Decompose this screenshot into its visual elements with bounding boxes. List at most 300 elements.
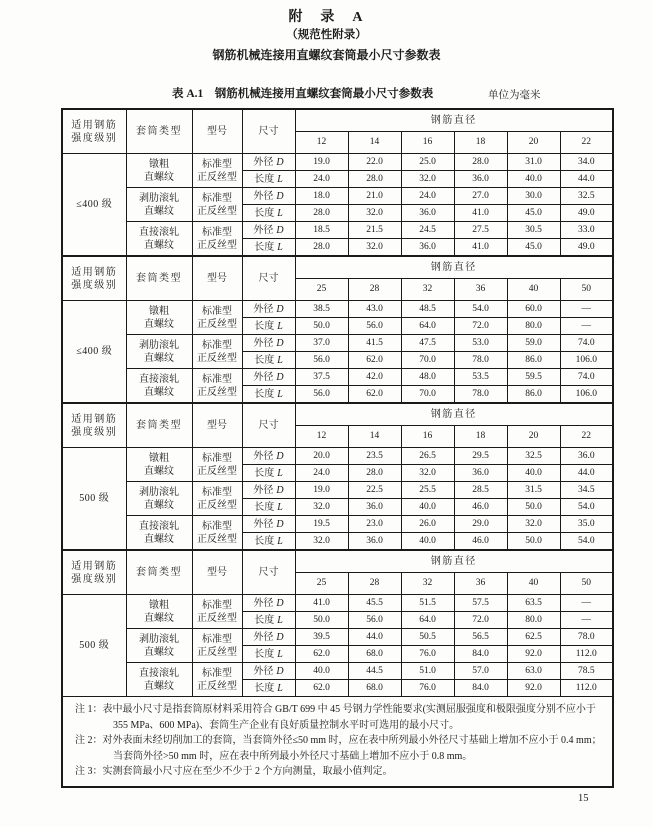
model-cell	[192, 629, 242, 663]
outer-diameter-label	[242, 516, 295, 533]
diameter-cell: 22	[560, 426, 613, 448]
value-cell: 76.0	[401, 680, 454, 697]
outer-diameter-label	[242, 154, 295, 171]
rebar-diameter-header-cell: 钢筋直径	[295, 256, 613, 279]
value-cell: 45.0	[507, 239, 560, 257]
value-cell: 78.0	[454, 386, 507, 404]
value-cell: 18.5	[295, 222, 348, 239]
outer-diameter-label-text: 外径	[253, 597, 274, 609]
sleeve-type-cell-line: 直接滚轧	[139, 226, 179, 238]
diameter-cell: 40	[507, 573, 560, 595]
length-label-symbol: L	[277, 173, 283, 185]
diameter-cell: 16	[401, 132, 454, 154]
value-cell: 35.0	[560, 516, 613, 533]
value-cell: 54.0	[560, 533, 613, 551]
grade-cell: 500 级	[62, 595, 126, 697]
outer-diameter-label-text: 外径	[253, 631, 274, 643]
value-cell: 74.0	[560, 335, 613, 352]
value-cell: 56.0	[295, 386, 348, 404]
diameter-cell: 50	[560, 573, 613, 595]
value-cell: 46.0	[454, 499, 507, 516]
length-label-text: 长度	[254, 614, 275, 626]
value-cell: 34.5	[560, 482, 613, 499]
outer-diameter-label	[242, 448, 295, 465]
length-label	[242, 499, 295, 516]
value-cell: 56.0	[348, 318, 401, 335]
sleeve-type-cell	[126, 369, 192, 404]
value-cell: 24.0	[401, 188, 454, 205]
value-cell: 32.0	[401, 171, 454, 188]
table-row	[62, 188, 613, 205]
grade-header-cell-line: 强度级别	[71, 279, 118, 291]
value-cell: 64.0	[401, 318, 454, 335]
rebar-diameter-header-cell: 钢筋直径	[295, 550, 613, 573]
diameter-cell: 20	[507, 426, 560, 448]
value-cell: 36.0	[401, 205, 454, 222]
model-cell-line: 标准型	[202, 192, 232, 204]
value-cell: 51.5	[401, 595, 454, 612]
value-cell: 106.0	[560, 386, 613, 404]
value-cell: 22.0	[348, 154, 401, 171]
value-cell: 45.0	[507, 205, 560, 222]
sleeve-type-header-cell: 套筒类型	[126, 550, 192, 595]
sleeve-type-cell-line: 剥肋滚轧	[139, 339, 179, 351]
value-cell: 36.0	[348, 533, 401, 551]
value-cell: 37.0	[295, 335, 348, 352]
model-cell-line: 正反丝型	[197, 646, 237, 658]
model-cell	[192, 595, 242, 629]
value-cell: 21.0	[348, 188, 401, 205]
model-cell-line: 标准型	[202, 452, 232, 464]
model-cell-line: 正反丝型	[197, 612, 237, 624]
value-cell: 25.0	[401, 154, 454, 171]
value-cell: 56.0	[295, 352, 348, 369]
value-cell: 50.0	[507, 533, 560, 551]
value-cell: 60.0	[507, 301, 560, 318]
diameter-cell: 12	[295, 132, 348, 154]
value-cell: 63.5	[507, 595, 560, 612]
value-cell: 62.0	[295, 646, 348, 663]
sleeve-type-cell-line: 直螺纹	[144, 352, 174, 364]
grade-header-cell	[62, 256, 126, 301]
length-label-symbol: L	[277, 388, 283, 400]
diameter-cell: 36	[454, 573, 507, 595]
sleeve-type-header-cell: 套筒类型	[126, 403, 192, 448]
grade-header-cell-line: 适用钢筋	[71, 119, 118, 131]
diameter-cell: 18	[454, 132, 507, 154]
value-cell: 54.0	[560, 499, 613, 516]
sleeve-type-cell-line: 镦粗	[149, 305, 169, 317]
length-label-symbol: L	[277, 320, 283, 332]
model-cell	[192, 516, 242, 551]
diameter-cell: 25	[295, 279, 348, 301]
length-label-symbol: L	[277, 207, 283, 219]
table-row	[62, 663, 613, 680]
grade-header-cell	[62, 550, 126, 595]
value-cell: 20.0	[295, 448, 348, 465]
model-cell-line: 标准型	[202, 305, 232, 317]
section-header-row	[62, 403, 613, 426]
value-cell: 62.0	[295, 680, 348, 697]
length-label-text: 长度	[254, 241, 275, 253]
sleeve-type-cell-line: 直螺纹	[144, 318, 174, 330]
sleeve-type-cell-line: 直接滚轧	[139, 373, 179, 385]
value-cell: 36.0	[454, 171, 507, 188]
model-cell	[192, 154, 242, 188]
value-cell: 92.0	[507, 680, 560, 697]
grade-cell: ≤400 级	[62, 154, 126, 257]
outer-diameter-label-text: 外径	[253, 665, 274, 677]
outer-diameter-label-text: 外径	[253, 156, 274, 168]
model-cell-line: 正反丝型	[197, 171, 237, 183]
value-cell: 84.0	[454, 646, 507, 663]
value-cell: 28.0	[295, 205, 348, 222]
value-cell: 27.0	[454, 188, 507, 205]
outer-diameter-label-symbol: D	[276, 190, 284, 202]
notes-cell	[62, 697, 613, 787]
sleeve-type-cell	[126, 516, 192, 551]
length-label-symbol: L	[277, 467, 283, 479]
length-label	[242, 205, 295, 222]
value-cell: 62.5	[507, 629, 560, 646]
model-cell-line: 标准型	[202, 599, 232, 611]
value-cell: 50.0	[295, 612, 348, 629]
length-label-symbol: L	[277, 241, 283, 253]
diameter-cell: 12	[295, 426, 348, 448]
sleeve-type-header-cell: 套筒类型	[126, 109, 192, 154]
outer-diameter-label	[242, 629, 295, 646]
value-cell: 39.5	[295, 629, 348, 646]
sleeve-type-cell-line: 直螺纹	[144, 499, 174, 511]
sleeve-type-cell-line: 直螺纹	[144, 386, 174, 398]
table-row	[62, 629, 613, 646]
value-cell: 47.5	[401, 335, 454, 352]
outer-diameter-label-text: 外径	[253, 190, 274, 202]
sleeve-type-cell	[126, 482, 192, 516]
section-header-row	[62, 550, 613, 573]
value-cell: 78.5	[560, 663, 613, 680]
outer-diameter-label-text: 外径	[253, 518, 274, 530]
diameter-cell: 28	[348, 573, 401, 595]
sleeve-type-cell	[126, 595, 192, 629]
model-cell	[192, 222, 242, 257]
value-cell: 112.0	[560, 680, 613, 697]
value-cell: 78.0	[454, 352, 507, 369]
value-cell: 63.0	[507, 663, 560, 680]
length-label-symbol: L	[277, 501, 283, 513]
value-cell: 28.5	[454, 482, 507, 499]
value-cell: 59.0	[507, 335, 560, 352]
value-cell: 34.0	[560, 154, 613, 171]
model-cell-line: 正反丝型	[197, 533, 237, 545]
length-label	[242, 680, 295, 697]
value-cell: 64.0	[401, 612, 454, 629]
value-cell: 53.0	[454, 335, 507, 352]
size-header-cell: 尺寸	[242, 403, 295, 448]
outer-diameter-label-symbol: D	[276, 665, 284, 677]
length-label-text: 长度	[254, 320, 275, 332]
sleeve-type-cell-line: 直螺纹	[144, 205, 174, 217]
value-cell: 80.0	[507, 612, 560, 629]
outer-diameter-label-symbol: D	[276, 631, 284, 643]
model-cell-line: 正反丝型	[197, 386, 237, 398]
sleeve-type-cell	[126, 301, 192, 335]
model-cell	[192, 663, 242, 697]
diameter-cell: 40	[507, 279, 560, 301]
sleeve-type-cell	[126, 335, 192, 369]
model-cell	[192, 335, 242, 369]
sleeve-type-cell-line: 镦粗	[149, 452, 169, 464]
diameter-cell: 14	[348, 426, 401, 448]
sleeve-type-cell-line: 直螺纹	[144, 465, 174, 477]
value-cell: 51.0	[401, 663, 454, 680]
outer-diameter-label-symbol: D	[276, 303, 284, 315]
value-cell: 24.0	[295, 465, 348, 482]
value-cell: 29.0	[454, 516, 507, 533]
value-cell: 78.0	[560, 629, 613, 646]
value-cell: 56.0	[348, 612, 401, 629]
value-cell: 70.0	[401, 352, 454, 369]
length-label	[242, 318, 295, 335]
length-label	[242, 612, 295, 629]
section-header-row	[62, 109, 613, 132]
model-cell-line: 标准型	[202, 667, 232, 679]
note-3: 注 3：实测套筒最小尺寸应在至少不少于 2 个方向测量，取最小值判定。	[75, 766, 393, 777]
grade-header-cell-line: 适用钢筋	[71, 560, 118, 572]
value-cell: 49.0	[560, 205, 613, 222]
sleeve-type-cell-line: 直螺纹	[144, 646, 174, 658]
outer-diameter-label-text: 外径	[253, 484, 274, 496]
sleeve-type-cell	[126, 663, 192, 697]
length-label-text: 长度	[254, 501, 275, 513]
value-cell: 32.0	[348, 239, 401, 257]
outer-diameter-label	[242, 301, 295, 318]
value-cell: 31.0	[507, 154, 560, 171]
value-cell: 27.5	[454, 222, 507, 239]
value-cell: —	[560, 612, 613, 629]
outer-diameter-label	[242, 663, 295, 680]
outer-diameter-label-text: 外径	[253, 303, 274, 315]
value-cell: 29.5	[454, 448, 507, 465]
value-cell: 44.0	[560, 465, 613, 482]
table-row	[62, 448, 613, 465]
value-cell: 86.0	[507, 386, 560, 404]
value-cell: 30.5	[507, 222, 560, 239]
outer-diameter-label	[242, 369, 295, 386]
outer-diameter-label	[242, 222, 295, 239]
value-cell: 112.0	[560, 646, 613, 663]
outer-diameter-label-symbol: D	[276, 484, 284, 496]
model-cell-line: 标准型	[202, 158, 232, 170]
page-number: 15	[578, 793, 589, 804]
length-label-symbol: L	[277, 648, 283, 660]
value-cell: 24.0	[295, 171, 348, 188]
value-cell: 21.5	[348, 222, 401, 239]
outer-diameter-label	[242, 335, 295, 352]
outer-diameter-label	[242, 188, 295, 205]
value-cell: 32.0	[401, 465, 454, 482]
model-cell-line: 标准型	[202, 373, 232, 385]
value-cell: 68.0	[348, 680, 401, 697]
value-cell: 74.0	[560, 369, 613, 386]
value-cell: 31.5	[507, 482, 560, 499]
diameter-cell: 16	[401, 426, 454, 448]
grade-header-cell-line: 适用钢筋	[71, 266, 118, 278]
model-cell-line: 正反丝型	[197, 205, 237, 217]
value-cell: 62.0	[348, 352, 401, 369]
value-cell: 36.0	[348, 499, 401, 516]
length-label-text: 长度	[254, 682, 275, 694]
length-label	[242, 646, 295, 663]
diameter-cell: 32	[401, 573, 454, 595]
value-cell: 18.0	[295, 188, 348, 205]
value-cell: 44.0	[348, 629, 401, 646]
outer-diameter-label-symbol: D	[276, 224, 284, 236]
sleeve-type-cell-line: 剥肋滚轧	[139, 633, 179, 645]
outer-diameter-label-text: 外径	[253, 450, 274, 462]
length-label-text: 长度	[254, 207, 275, 219]
model-cell	[192, 482, 242, 516]
model-cell-line: 正反丝型	[197, 352, 237, 364]
length-label-text: 长度	[254, 354, 275, 366]
length-label-text: 长度	[254, 173, 275, 185]
value-cell: 25.5	[401, 482, 454, 499]
value-cell: 23.0	[348, 516, 401, 533]
table-row	[62, 516, 613, 533]
size-header-cell: 尺寸	[242, 109, 295, 154]
model-cell-line: 正反丝型	[197, 318, 237, 330]
value-cell: 41.0	[295, 595, 348, 612]
model-header-cell: 型号	[192, 109, 242, 154]
outer-diameter-label-text: 外径	[253, 224, 274, 236]
value-cell: 37.5	[295, 369, 348, 386]
grade-header-cell-line: 强度级别	[71, 573, 118, 585]
notes-row	[62, 697, 613, 787]
value-cell: 33.0	[560, 222, 613, 239]
grade-header-cell	[62, 109, 126, 154]
rebar-diameter-header-cell: 钢筋直径	[295, 109, 613, 132]
diameter-cell: 50	[560, 279, 613, 301]
length-label-symbol: L	[277, 535, 283, 547]
sleeve-type-cell-line: 直螺纹	[144, 680, 174, 692]
value-cell: 43.0	[348, 301, 401, 318]
size-header-cell: 尺寸	[242, 256, 295, 301]
note-1: 注 1：表中最小尺寸是指套筒原材料采用符合 GB/T 699 中 45 号钢力学性能要求(实测屈服强度和极限强度分别不应小于 355 MPa、600 MPa)、套筒生产企业有良好质量控制水平时可选用的最小尺寸。	[75, 704, 596, 731]
length-label	[242, 171, 295, 188]
table-row	[62, 154, 613, 171]
value-cell: 28.0	[348, 171, 401, 188]
value-cell: 57.5	[454, 595, 507, 612]
length-label-symbol: L	[277, 614, 283, 626]
sleeve-type-cell	[126, 222, 192, 257]
sleeve-type-cell-line: 直螺纹	[144, 239, 174, 251]
note-2: 注 2：对外表面未经切削加工的套筒，当套筒外径≤50 mm 时，应在表中所列最小外径尺寸基础上增加不应小于 0.4 mm；当套筒外径>50 mm 时，应在表中所列最小外径尺寸基础上增加不应小于 0.8 mm。	[75, 735, 602, 762]
model-cell	[192, 301, 242, 335]
value-cell: 44.0	[560, 171, 613, 188]
value-cell: 32.5	[507, 448, 560, 465]
sleeve-type-cell	[126, 154, 192, 188]
value-cell: 22.5	[348, 482, 401, 499]
length-label	[242, 386, 295, 404]
value-cell: 36.0	[401, 239, 454, 257]
length-label	[242, 533, 295, 551]
value-cell: 36.0	[454, 465, 507, 482]
model-cell-line: 正反丝型	[197, 239, 237, 251]
diameter-cell: 14	[348, 132, 401, 154]
value-cell: 19.0	[295, 482, 348, 499]
value-cell: 106.0	[560, 352, 613, 369]
value-cell: 92.0	[507, 646, 560, 663]
grade-header-cell-line: 强度级别	[71, 132, 118, 144]
value-cell: 49.0	[560, 239, 613, 257]
model-header-cell: 型号	[192, 403, 242, 448]
diameter-cell: 36	[454, 279, 507, 301]
value-cell: 50.0	[507, 499, 560, 516]
value-cell: 70.0	[401, 386, 454, 404]
value-cell: 26.0	[401, 516, 454, 533]
value-cell: 26.5	[401, 448, 454, 465]
table-row	[62, 369, 613, 386]
unit-label: 单位为毫米	[488, 90, 541, 101]
value-cell: —	[560, 595, 613, 612]
value-cell: 53.5	[454, 369, 507, 386]
grade-header-cell-line: 强度级别	[71, 426, 118, 438]
value-cell: 30.0	[507, 188, 560, 205]
appendix-subtitle: （规范性附录）	[286, 29, 367, 41]
value-cell: 41.5	[348, 335, 401, 352]
value-cell: 57.0	[454, 663, 507, 680]
value-cell: 48.5	[401, 301, 454, 318]
table-row	[62, 482, 613, 499]
grade-cell: 500 级	[62, 448, 126, 551]
value-cell: 68.0	[348, 646, 401, 663]
value-cell: 19.0	[295, 154, 348, 171]
sleeve-type-cell-line: 镦粗	[149, 599, 169, 611]
sleeve-type-cell-line: 直螺纹	[144, 533, 174, 545]
value-cell: 54.0	[454, 301, 507, 318]
value-cell: 59.5	[507, 369, 560, 386]
value-cell: —	[560, 301, 613, 318]
outer-diameter-label	[242, 595, 295, 612]
model-header-cell: 型号	[192, 550, 242, 595]
sleeve-type-cell	[126, 629, 192, 663]
sleeve-type-cell-line: 直接滚轧	[139, 520, 179, 532]
outer-diameter-label-symbol: D	[276, 337, 284, 349]
value-cell: 72.0	[454, 612, 507, 629]
length-label	[242, 239, 295, 257]
model-cell-line: 正反丝型	[197, 680, 237, 692]
table-row	[62, 335, 613, 352]
value-cell: 41.0	[454, 239, 507, 257]
outer-diameter-label-symbol: D	[276, 450, 284, 462]
value-cell: 32.0	[507, 516, 560, 533]
sleeve-type-cell	[126, 448, 192, 482]
diameter-cell: 28	[348, 279, 401, 301]
grade-header-cell-line: 适用钢筋	[71, 413, 118, 425]
model-cell-line: 标准型	[202, 633, 232, 645]
diameter-cell: 25	[295, 573, 348, 595]
outer-diameter-label-symbol: D	[276, 518, 284, 530]
sleeve-type-cell-line: 镦粗	[149, 158, 169, 170]
value-cell: 50.0	[295, 318, 348, 335]
value-cell: 32.0	[348, 205, 401, 222]
value-cell: 80.0	[507, 318, 560, 335]
sleeve-type-header-cell: 套筒类型	[126, 256, 192, 301]
length-label-text: 长度	[254, 648, 275, 660]
value-cell: 40.0	[507, 171, 560, 188]
value-cell: 40.0	[401, 499, 454, 516]
table-caption: 表 A.1 钢筋机械连接用直螺纹套筒最小尺寸参数表	[172, 88, 434, 100]
